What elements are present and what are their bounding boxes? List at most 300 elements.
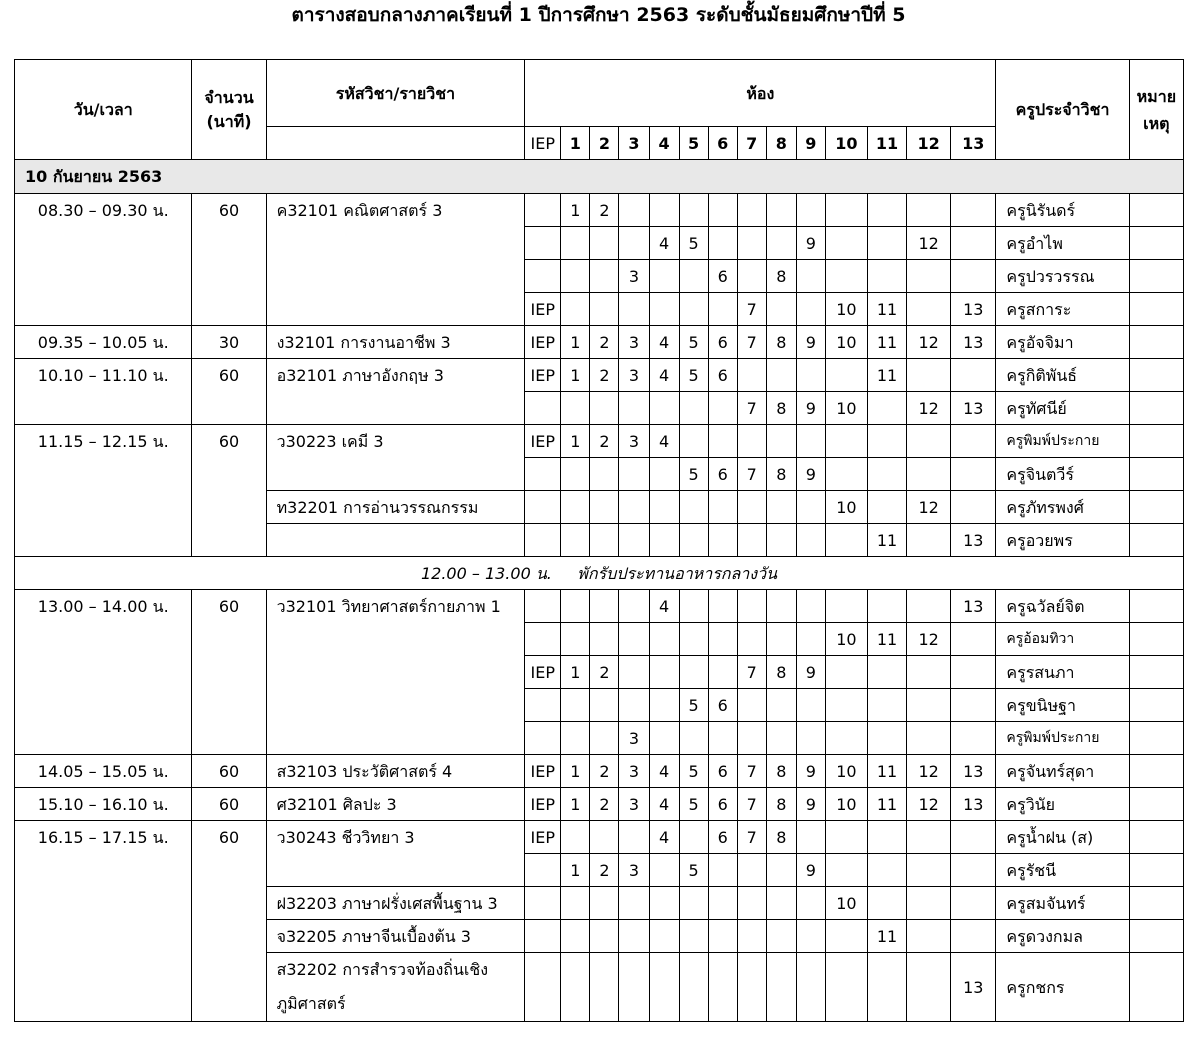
room-cell — [867, 722, 906, 755]
room-cell — [951, 887, 996, 920]
room-cell — [737, 854, 766, 887]
room-cell — [619, 392, 649, 425]
time-slot: 10.10 – 11.10 น. — [15, 359, 192, 425]
room-cell — [679, 722, 708, 755]
time-slot: 09.35 – 10.05 น. — [15, 326, 192, 359]
room-cell: 12 — [907, 392, 951, 425]
room-cell — [825, 656, 867, 689]
room-cell: 2 — [590, 194, 619, 227]
room-cell — [525, 887, 561, 920]
room-cell — [525, 524, 561, 557]
room-cell: 12 — [907, 755, 951, 788]
room-cell — [766, 425, 796, 458]
room-cell — [708, 953, 737, 1022]
table-row — [15, 821, 1184, 854]
room-cell — [867, 491, 906, 524]
room-cell — [825, 920, 867, 953]
room-cell — [766, 194, 796, 227]
room-cell — [679, 491, 708, 524]
room-cell — [590, 260, 619, 293]
room-cell: 6 — [708, 458, 737, 491]
subject: ศ32101 ศิลปะ 3 — [266, 788, 525, 821]
time-slot: 14.05 – 15.05 น. — [15, 755, 192, 788]
room-cell — [561, 953, 590, 1022]
time-slot: 16.15 – 17.15 น. — [15, 821, 192, 1022]
note-cell — [1129, 194, 1183, 227]
header-duration-line1: จำนวน — [204, 87, 254, 107]
room-cell — [649, 887, 679, 920]
room-cell — [951, 920, 996, 953]
header-subject: รหัสวิชา/รายวิชา — [266, 60, 525, 127]
room-cell: 9 — [796, 392, 825, 425]
room-cell — [907, 425, 951, 458]
date-row — [15, 160, 1184, 194]
room-cell — [590, 227, 619, 260]
table-row — [15, 425, 1184, 458]
room-header: IEP — [525, 127, 561, 160]
room-cell: 11 — [867, 326, 906, 359]
room-cell: 6 — [708, 260, 737, 293]
room-cell: 7 — [737, 458, 766, 491]
room-cell — [561, 227, 590, 260]
room-cell: IEP — [525, 326, 561, 359]
room-cell — [561, 458, 590, 491]
room-cell — [766, 293, 796, 326]
room-header: 12 — [907, 127, 951, 160]
room-cell — [561, 722, 590, 755]
room-cell — [766, 359, 796, 392]
room-cell — [525, 392, 561, 425]
room-cell: 1 — [561, 755, 590, 788]
room-cell — [561, 623, 590, 656]
duration: 60 — [192, 755, 266, 788]
room-cell — [649, 194, 679, 227]
room-cell: 13 — [951, 392, 996, 425]
room-cell — [590, 953, 619, 1022]
room-cell — [796, 260, 825, 293]
note-cell — [1129, 656, 1183, 689]
teacher: ครูอ้อมทิวา — [996, 623, 1129, 656]
room-cell — [796, 821, 825, 854]
room-cell — [766, 689, 796, 722]
room-cell: 6 — [708, 755, 737, 788]
room-cell — [907, 524, 951, 557]
room-cell — [907, 458, 951, 491]
teacher: ครูสการะ — [996, 293, 1129, 326]
room-cell — [708, 920, 737, 953]
room-cell — [737, 524, 766, 557]
room-cell: 5 — [679, 854, 708, 887]
teacher: ครูกิติพันธ์ — [996, 359, 1129, 392]
room-cell: 7 — [737, 755, 766, 788]
room-cell — [708, 293, 737, 326]
room-cell: 7 — [737, 392, 766, 425]
room-cell — [867, 590, 906, 623]
room-cell: 11 — [867, 623, 906, 656]
duration: 60 — [192, 425, 266, 557]
room-cell — [619, 458, 649, 491]
room-header: 8 — [766, 127, 796, 160]
room-cell — [590, 722, 619, 755]
room-cell: 4 — [649, 425, 679, 458]
room-cell — [619, 953, 649, 1022]
note-cell — [1129, 425, 1183, 458]
table-row — [15, 590, 1184, 623]
room-cell — [561, 260, 590, 293]
note-cell — [1129, 623, 1183, 656]
note-cell — [1129, 359, 1183, 392]
room-cell — [766, 887, 796, 920]
teacher: ครูฉวัลย์จิต — [996, 590, 1129, 623]
teacher: ครูดวงกมล — [996, 920, 1129, 953]
teacher: ครูรัชนี — [996, 854, 1129, 887]
note-cell — [1129, 887, 1183, 920]
room-cell — [766, 590, 796, 623]
room-cell — [679, 887, 708, 920]
room-cell — [561, 590, 590, 623]
room-cell: IEP — [525, 755, 561, 788]
note-cell — [1129, 524, 1183, 557]
room-cell: 1 — [561, 788, 590, 821]
room-cell: IEP — [525, 425, 561, 458]
room-cell — [708, 491, 737, 524]
room-cell — [619, 656, 649, 689]
room-cell: 5 — [679, 458, 708, 491]
room-cell — [561, 887, 590, 920]
room-cell — [867, 194, 906, 227]
subject: ว30223 เคมี 3 — [266, 425, 525, 491]
room-cell: 3 — [619, 722, 649, 755]
note-cell — [1129, 293, 1183, 326]
room-cell — [737, 887, 766, 920]
room-cell: 8 — [766, 821, 796, 854]
room-cell: 1 — [561, 359, 590, 392]
room-cell: 9 — [796, 854, 825, 887]
room-cell: 6 — [708, 821, 737, 854]
room-cell — [951, 656, 996, 689]
room-cell — [679, 524, 708, 557]
room-cell: 5 — [679, 788, 708, 821]
room-cell — [951, 623, 996, 656]
room-cell: 10 — [825, 788, 867, 821]
room-cell — [679, 392, 708, 425]
room-cell: 2 — [590, 425, 619, 458]
room-cell — [619, 227, 649, 260]
room-cell — [708, 590, 737, 623]
room-cell: 11 — [867, 293, 906, 326]
duration: 60 — [192, 821, 266, 1022]
room-cell — [525, 194, 561, 227]
room-cell: 13 — [951, 953, 996, 1022]
room-cell — [737, 689, 766, 722]
time-slot: 15.10 – 16.10 น. — [15, 788, 192, 821]
room-cell — [561, 920, 590, 953]
room-cell — [561, 524, 590, 557]
room-cell — [796, 953, 825, 1022]
room-cell — [619, 887, 649, 920]
room-cell — [649, 392, 679, 425]
room-cell: 12 — [907, 326, 951, 359]
room-cell — [825, 854, 867, 887]
room-cell — [825, 194, 867, 227]
note-cell — [1129, 689, 1183, 722]
room-cell — [619, 623, 649, 656]
header-subject-blank — [266, 127, 525, 160]
note-cell — [1129, 821, 1183, 854]
room-cell: 1 — [561, 854, 590, 887]
room-cell — [590, 821, 619, 854]
teacher: ครูขนิษฐา — [996, 689, 1129, 722]
room-cell: 7 — [737, 821, 766, 854]
lunch-row — [15, 557, 1184, 590]
room-cell — [907, 590, 951, 623]
room-cell: 5 — [679, 326, 708, 359]
header-duration-line2: (นาที) — [206, 111, 252, 131]
room-cell — [679, 953, 708, 1022]
room-cell — [825, 524, 867, 557]
room-cell: 13 — [951, 590, 996, 623]
room-cell — [737, 623, 766, 656]
room-cell — [590, 293, 619, 326]
room-cell: 5 — [679, 689, 708, 722]
room-cell — [867, 458, 906, 491]
room-header: 4 — [649, 127, 679, 160]
room-cell: 3 — [619, 854, 649, 887]
room-cell — [951, 227, 996, 260]
room-cell — [679, 425, 708, 458]
header-note — [1129, 60, 1183, 160]
room-cell — [649, 689, 679, 722]
room-cell — [679, 920, 708, 953]
room-cell: 4 — [649, 227, 679, 260]
room-cell: 13 — [951, 788, 996, 821]
room-cell — [907, 359, 951, 392]
room-cell: 7 — [737, 326, 766, 359]
teacher: ครูนิรันดร์ — [996, 194, 1129, 227]
teacher: ครูอำไพ — [996, 227, 1129, 260]
room-cell — [679, 590, 708, 623]
room-cell — [907, 656, 951, 689]
room-cell — [708, 194, 737, 227]
room-cell — [737, 260, 766, 293]
room-cell — [825, 458, 867, 491]
teacher: ครูพิมพ์ประกาย — [996, 722, 1129, 755]
room-header: 11 — [867, 127, 906, 160]
room-cell — [649, 491, 679, 524]
subject: ส32202 การสำรวจท้องถิ่นเชิงภูมิศาสตร์ — [266, 953, 525, 1022]
room-cell — [619, 491, 649, 524]
room-cell: 8 — [766, 788, 796, 821]
room-cell — [649, 854, 679, 887]
room-cell — [825, 260, 867, 293]
room-cell: 5 — [679, 359, 708, 392]
subject: ส32103 ประวัติศาสตร์ 4 — [266, 755, 525, 788]
room-cell — [951, 458, 996, 491]
room-cell — [561, 491, 590, 524]
room-cell — [951, 425, 996, 458]
room-cell: 3 — [619, 260, 649, 293]
duration: 60 — [192, 194, 266, 326]
room-cell: 4 — [649, 788, 679, 821]
room-cell: 4 — [649, 359, 679, 392]
room-cell: 4 — [649, 755, 679, 788]
room-cell — [561, 392, 590, 425]
room-cell: 9 — [796, 755, 825, 788]
room-cell — [590, 392, 619, 425]
note-cell — [1129, 953, 1183, 1022]
header-teacher: ครูประจำวิชา — [996, 60, 1129, 160]
time-slot: 08.30 – 09.30 น. — [15, 194, 192, 326]
room-cell — [649, 260, 679, 293]
room-cell: 6 — [708, 359, 737, 392]
teacher: ครูจินตวีร์ — [996, 458, 1129, 491]
room-cell — [766, 920, 796, 953]
table-row — [15, 194, 1184, 227]
room-cell: 10 — [825, 392, 867, 425]
room-cell — [867, 821, 906, 854]
room-cell — [679, 656, 708, 689]
room-cell — [708, 425, 737, 458]
subject: ว30243 ชีววิทยา 3 — [266, 821, 525, 887]
room-cell — [561, 293, 590, 326]
room-cell: IEP — [525, 788, 561, 821]
room-cell — [867, 689, 906, 722]
room-cell — [679, 623, 708, 656]
room-cell — [907, 821, 951, 854]
teacher: ครูน้ำฝน (ส) — [996, 821, 1129, 854]
room-cell — [825, 689, 867, 722]
room-cell: 7 — [737, 293, 766, 326]
room-cell: 5 — [679, 227, 708, 260]
room-cell — [708, 887, 737, 920]
note-cell — [1129, 920, 1183, 953]
room-header: 3 — [619, 127, 649, 160]
subject: ค32101 คณิตศาสตร์ 3 — [266, 194, 525, 326]
room-cell — [796, 920, 825, 953]
room-cell — [825, 722, 867, 755]
room-cell — [766, 854, 796, 887]
note-cell — [1129, 227, 1183, 260]
room-cell — [951, 491, 996, 524]
time-slot: 13.00 – 14.00 น. — [15, 590, 192, 755]
teacher: ครูสมจันทร์ — [996, 887, 1129, 920]
room-cell — [525, 590, 561, 623]
note-cell — [1129, 326, 1183, 359]
room-header: 13 — [951, 127, 996, 160]
header-note-line1: หมาย — [1136, 86, 1177, 106]
room-cell — [525, 227, 561, 260]
room-cell: 10 — [825, 755, 867, 788]
room-cell — [796, 722, 825, 755]
room-cell — [796, 425, 825, 458]
teacher: ครูจันทร์สุดา — [996, 755, 1129, 788]
room-cell — [796, 623, 825, 656]
room-cell: 11 — [867, 788, 906, 821]
room-cell — [679, 821, 708, 854]
room-cell — [825, 590, 867, 623]
room-cell — [907, 293, 951, 326]
note-cell — [1129, 392, 1183, 425]
room-cell — [649, 656, 679, 689]
duration: 60 — [192, 359, 266, 425]
note-cell — [1129, 458, 1183, 491]
room-cell — [766, 953, 796, 1022]
duration: 60 — [192, 590, 266, 755]
room-cell: 9 — [796, 788, 825, 821]
duration: 60 — [192, 788, 266, 821]
table-row — [15, 788, 1184, 821]
room-cell: 10 — [825, 623, 867, 656]
room-cell — [590, 590, 619, 623]
room-cell — [525, 491, 561, 524]
room-cell — [766, 722, 796, 755]
room-cell — [619, 920, 649, 953]
room-cell — [951, 359, 996, 392]
teacher: ครูวินัย — [996, 788, 1129, 821]
room-cell — [679, 194, 708, 227]
room-cell: 8 — [766, 656, 796, 689]
room-header: 9 — [796, 127, 825, 160]
room-cell: 7 — [737, 656, 766, 689]
room-cell — [867, 227, 906, 260]
room-cell: IEP — [525, 821, 561, 854]
subject: อ32101 ภาษาอังกฤษ 3 — [266, 359, 525, 425]
exam-date: 10 กันยายน 2563 — [15, 160, 1184, 194]
room-cell — [737, 359, 766, 392]
room-cell — [561, 821, 590, 854]
room-cell: 9 — [796, 458, 825, 491]
room-cell — [951, 260, 996, 293]
room-cell — [737, 491, 766, 524]
room-cell — [525, 722, 561, 755]
schedule-body — [15, 160, 1184, 1022]
room-cell: 6 — [708, 326, 737, 359]
room-cell — [825, 359, 867, 392]
room-cell — [649, 458, 679, 491]
exam-schedule-table — [14, 59, 1184, 1022]
note-cell — [1129, 491, 1183, 524]
room-cell: 13 — [951, 524, 996, 557]
room-cell — [766, 623, 796, 656]
room-cell — [737, 194, 766, 227]
room-header: 7 — [737, 127, 766, 160]
room-cell — [951, 689, 996, 722]
room-cell — [708, 392, 737, 425]
page-title: ตารางสอบกลางภาคเรียนที่ 1 ปีการศึกษา 2563 ระดับชั้นมัธยมศึกษาปีที่ 5 — [291, 4, 906, 26]
room-cell: 2 — [590, 788, 619, 821]
room-cell — [525, 689, 561, 722]
room-header: 10 — [825, 127, 867, 160]
room-cell — [766, 491, 796, 524]
room-cell: 4 — [649, 326, 679, 359]
subject: ง32101 การงานอาชีพ 3 — [266, 326, 525, 359]
room-cell: 4 — [649, 590, 679, 623]
room-cell — [796, 359, 825, 392]
room-cell — [867, 656, 906, 689]
teacher: ครูอัจจิมา — [996, 326, 1129, 359]
room-cell — [525, 623, 561, 656]
room-cell: 1 — [561, 194, 590, 227]
room-cell: 11 — [867, 920, 906, 953]
room-cell — [649, 293, 679, 326]
room-cell — [590, 689, 619, 722]
room-header: 1 — [561, 127, 590, 160]
note-cell — [1129, 260, 1183, 293]
room-cell: 10 — [825, 326, 867, 359]
room-cell — [737, 722, 766, 755]
room-cell — [796, 689, 825, 722]
room-cell — [619, 821, 649, 854]
